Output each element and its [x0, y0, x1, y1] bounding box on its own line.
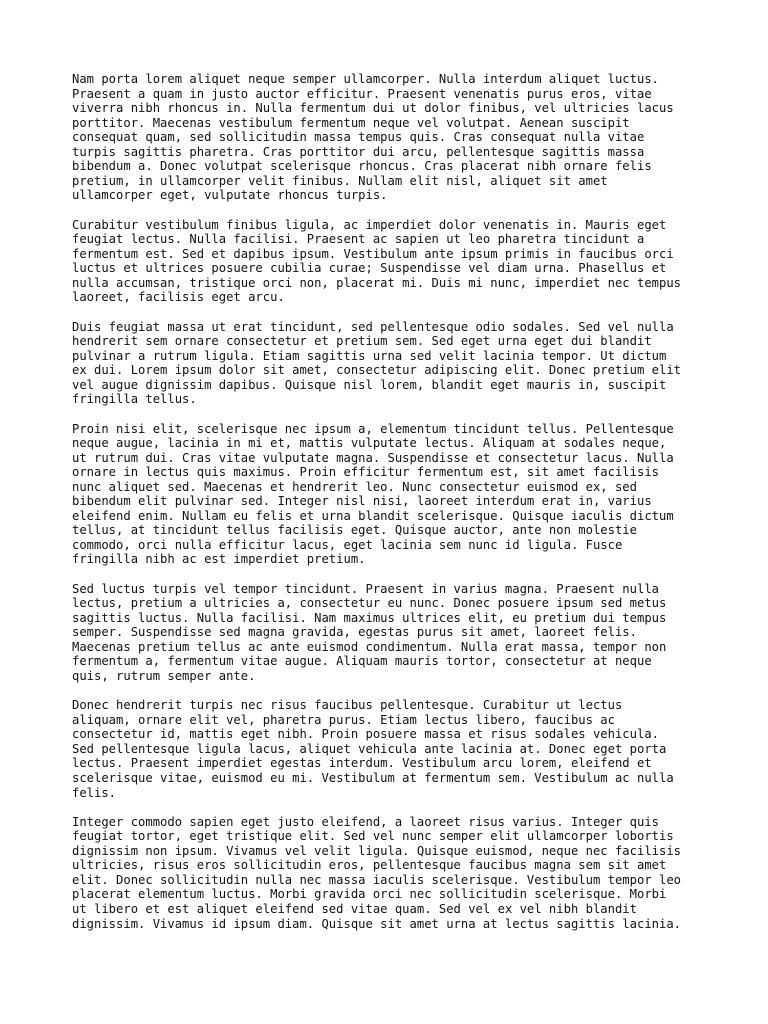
- text-line: turpis sagittis pharetra. Cras porttitor dui arcu, pellentesque sagittis massa: [72, 144, 645, 159]
- text-line: sagittis luctus. Nulla facilisi. Nam maximus ultrices elit, eu pretium dui tempus: [72, 610, 667, 625]
- text-line: ut libero et est aliquet eleifend sed vitae quam. Sed vel ex vel nibh blandit: [72, 902, 637, 917]
- text-line: dignissim. Vivamus id ipsum diam. Quisque sit amet urna at lectus sagittis lacinia.: [72, 916, 682, 931]
- text-line: ultricies, risus eros sollicitudin eros, pellentesque faucibus magna sem sit amet: [72, 858, 667, 873]
- text-line: placerat elementum luctus. Morbi gravida orci nec sollicitudin scelerisque. Morbi: [72, 887, 667, 902]
- paragraph-4: [72, 422, 702, 567]
- document-page: [72, 72, 702, 946]
- text-line: nulla accumsan, tristique orci non, placerat mi. Duis mi nunc, imperdiet nec tempus: [72, 275, 682, 290]
- text-line: Sed pellentesque ligula lacus, aliquet vehicula ante lacinia at. Donec eget porta: [72, 741, 667, 756]
- text-line: semper. Suspendisse sed magna gravida, egestas purus sit amet, laoreet felis.: [72, 625, 637, 640]
- text-line: hendrerit sem ornare consectetur et pretium sem. Sed eget urna eget dui blandit: [72, 334, 652, 349]
- paragraph-5: [72, 582, 702, 684]
- text-line: viverra nibh rhoncus in. Nulla fermentum dui ut dolor finibus, vel ultricies lacus: [72, 101, 674, 116]
- text-line: neque augue, lacinia in mi et, mattis vulputate lectus. Aliquam at sodales neque,: [72, 436, 667, 451]
- text-line: laoreet, facilisis eget arcu.: [72, 290, 285, 305]
- paragraph-6: [72, 698, 702, 800]
- text-line: lectus, pretium a ultricies a, consectetur eu nunc. Donec posuere ipsum sed metus: [72, 596, 667, 611]
- text-line: Donec hendrerit turpis nec risus faucibus pellentesque. Curabitur ut lectus: [72, 698, 623, 713]
- paragraph-7: [72, 815, 702, 931]
- text-line: fermentum est. Sed et dapibus ipsum. Vestibulum ante ipsum primis in faucibus orci: [72, 246, 674, 261]
- text-line: Duis feugiat massa ut erat tincidunt, sed pellentesque odio sodales. Sed vel nulla: [72, 319, 674, 334]
- text-line: luctus et ultrices posuere cubilia curae; Suspendisse vel diam urna. Phasellus et: [72, 261, 667, 276]
- paragraph-1: [72, 72, 702, 203]
- text-line: aliquam, ornare elit vel, pharetra purus. Etiam lectus libero, faucibus ac: [72, 712, 615, 727]
- text-line: commodo, orci nulla efficitur lacus, eget lacinia sem nunc id ligula. Fusce: [72, 537, 623, 552]
- text-line: Maecenas pretium tellus ac ante euismod condimentum. Nulla erat massa, tempor non: [72, 639, 667, 654]
- text-line: Nam porta lorem aliquet neque semper ullamcorper. Nulla interdum aliquet luctus.: [72, 72, 659, 86]
- text-line: felis.: [72, 785, 117, 800]
- text-line: tellus, at tincidunt tellus facilisis eget. Quisque auctor, ante non molestie: [72, 523, 637, 538]
- text-line: ullamcorper eget, vulputate rhoncus turpis.: [72, 188, 388, 203]
- text-line: fringilla nibh ac est imperdiet pretium.: [72, 552, 366, 567]
- paragraph-2: [72, 218, 702, 305]
- text-line: scelerisque vitae, euismod eu mi. Vestibulum at fermentum sem. Vestibulum ac nulla: [72, 770, 674, 785]
- text-line: nunc aliquet sed. Maecenas et hendrerit leo. Nunc consectetur euismod ex, sed: [72, 479, 637, 494]
- text-line: vel augue dignissim dapibus. Quisque nisl lorem, blandit eget mauris in, suscipit: [72, 377, 667, 392]
- text-line: quis, rutrum semper ante.: [72, 668, 256, 683]
- text-line: consequat quam, sed sollicitudin massa tempus quis. Cras consequat nulla vitae: [72, 130, 645, 145]
- text-line: eleifend enim. Nullam eu felis et urna blandit scelerisque. Quisque iaculis dictum: [72, 508, 674, 523]
- paragraph-3: [72, 320, 702, 407]
- text-line: ut rutrum dui. Cras vitae vulputate magna. Suspendisse et consectetur lacus. Nulla: [72, 450, 674, 465]
- text-line: ornare in lectus quis maximus. Proin efficitur fermentum est, sit amet facilisis: [72, 465, 659, 480]
- text-line: feugiat tortor, eget tristique elit. Sed vel nunc semper elit ullamcorper lobortis: [72, 829, 674, 844]
- text-line: Praesent a quam in justo auctor efficitur. Praesent venenatis purus eros, vitae: [72, 86, 652, 101]
- text-line: feugiat lectus. Nulla facilisi. Praesent ac sapien ut leo pharetra tincidunt a: [72, 232, 645, 247]
- text-line: porttitor. Maecenas vestibulum fermentum neque vel volutpat. Aenean suscipit: [72, 115, 630, 130]
- text-line: bibendum elit pulvinar sed. Integer nisl nisi, laoreet interdum erat in, varius: [72, 494, 652, 509]
- text-line: consectetur id, mattis eget nibh. Proin posuere massa et risus sodales vehicula.: [72, 727, 659, 742]
- text-line: lectus. Praesent imperdiet egestas interdum. Vestibulum arcu lorem, eleifend et: [72, 756, 652, 771]
- text-line: pretium, in ullamcorper velit finibus. Nullam elit nisl, aliquet sit amet: [72, 173, 608, 188]
- text-line: fringilla tellus.: [72, 392, 197, 407]
- text-line: Sed luctus turpis vel tempor tincidunt. Praesent in varius magna. Praesent nulla: [72, 581, 659, 596]
- text-line: Curabitur vestibulum finibus ligula, ac imperdiet dolor venenatis in. Mauris eget: [72, 217, 667, 232]
- text-line: fermentum a, fermentum vitae augue. Aliquam mauris tortor, consectetur at neque: [72, 654, 652, 669]
- text-line: ex dui. Lorem ipsum dolor sit amet, consectetur adipiscing elit. Donec pretium elit: [72, 363, 682, 378]
- text-line: Integer commodo sapien eget justo eleifend, a laoreet risus varius. Integer quis: [72, 814, 659, 829]
- text-line: dignissim non ipsum. Vivamus vel velit ligula. Quisque euismod, neque nec facilisis: [72, 843, 682, 858]
- text-line: pulvinar a rutrum ligula. Etiam sagittis urna sed velit lacinia tempor. Ut dictum: [72, 348, 667, 363]
- text-line: Proin nisi elit, scelerisque nec ipsum a, elementum tincidunt tellus. Pellentesque: [72, 421, 674, 436]
- text-line: elit. Donec sollicitudin nulla nec massa iaculis scelerisque. Vestibulum tempor leo: [72, 872, 682, 887]
- text-line: bibendum a. Donec volutpat scelerisque rhoncus. Cras placerat nibh ornare felis: [72, 159, 652, 174]
